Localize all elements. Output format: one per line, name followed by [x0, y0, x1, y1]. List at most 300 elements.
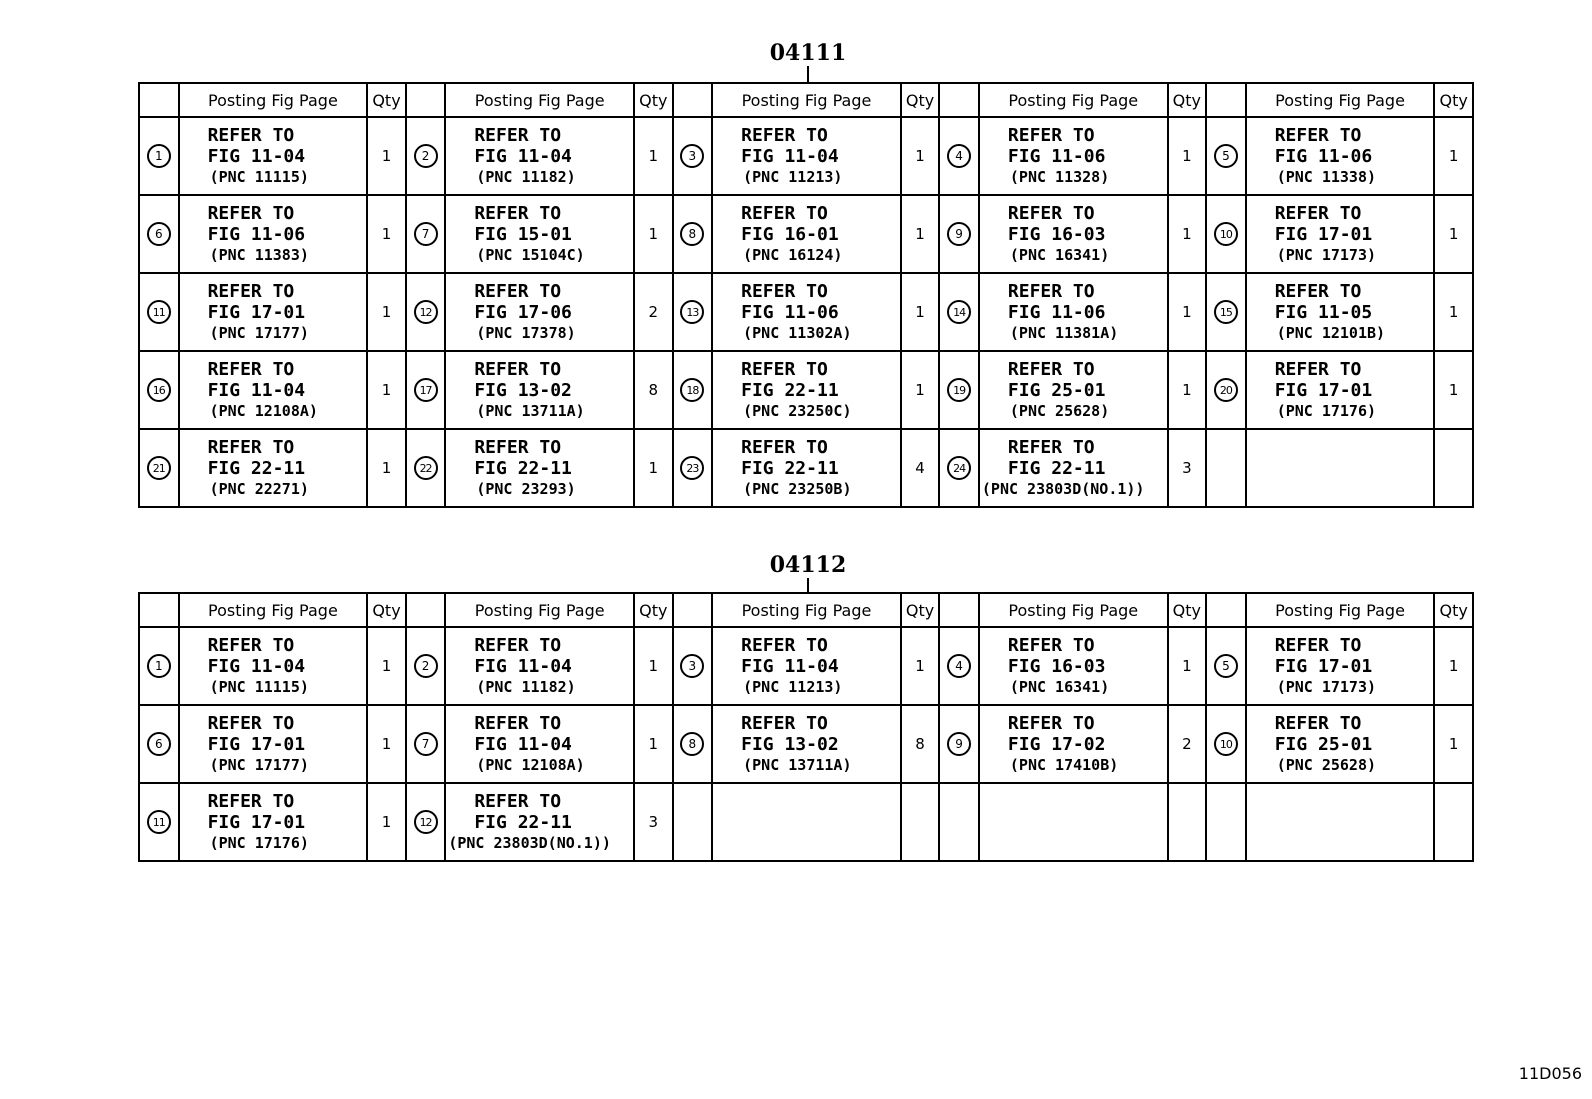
table-row [139, 429, 1473, 507]
ref-number-cell [673, 117, 713, 195]
table-row [139, 783, 1473, 861]
ref-number-circle: 5 [1214, 144, 1238, 168]
fig-link[interactable]: FIG 16-01 [741, 223, 839, 245]
fig-link[interactable]: FIG 17-02 [1007, 733, 1106, 755]
fig-link[interactable]: FIG 22-11 [741, 457, 839, 479]
figure-reference [713, 713, 900, 776]
figure-reference [713, 281, 900, 344]
pnc-text: (PNC 25628) [1009, 401, 1110, 420]
posting-fig-cell [445, 273, 634, 351]
qty-cell: 1 [367, 627, 406, 705]
ref-number-cell [406, 705, 446, 783]
refer-to-text: REFER TO [1274, 124, 1362, 146]
ref-number-cell [1206, 429, 1246, 507]
figure-reference [446, 125, 633, 188]
header-qty: Qty [1434, 593, 1473, 627]
figure-reference [446, 203, 633, 266]
ref-number-cell [673, 783, 713, 861]
refer-to-text: REFER TO [207, 436, 295, 458]
ref-number-cell [139, 627, 179, 705]
fig-link[interactable]: FIG 17-01 [1274, 379, 1373, 401]
figure-reference [1247, 281, 1434, 344]
pnc-text: (PNC 11115) [209, 677, 309, 696]
pnc-text: (PNC 11328) [1009, 167, 1110, 186]
header-num-cell [406, 83, 446, 117]
pnc-text: (PNC 11381A) [1009, 323, 1119, 342]
pnc-text: (PNC 13711A) [743, 755, 852, 774]
pnc-text: (PNC 11338) [1276, 167, 1377, 186]
pnc-text: (PNC 23293) [476, 479, 576, 498]
leader-line [807, 578, 809, 592]
table-row [139, 351, 1473, 429]
ref-number-circle: 20 [1214, 378, 1238, 402]
ref-number-circle: 11 [147, 810, 171, 834]
ref-number-cell [1206, 351, 1246, 429]
pnc-text: (PNC 17173) [1276, 245, 1377, 264]
ref-number-circle: 11 [147, 300, 171, 324]
figure-reference [1247, 125, 1434, 188]
pnc-text: (PNC 12101B) [1276, 323, 1386, 342]
ref-number-cell [673, 705, 713, 783]
qty-cell: 2 [634, 273, 673, 351]
parts-table-04111 [138, 82, 1474, 508]
qty-cell: 3 [1168, 429, 1207, 507]
qty-cell: 1 [634, 117, 673, 195]
header-num-cell [673, 83, 713, 117]
qty-cell: 1 [1434, 627, 1473, 705]
pnc-text: (PNC 11302A) [743, 323, 852, 342]
figure-reference [713, 125, 900, 188]
pnc-text: (PNC 23250C) [743, 401, 852, 420]
posting-fig-cell [979, 117, 1168, 195]
figure-reference [446, 359, 633, 422]
figure-reference [180, 635, 367, 698]
posting-fig-cell [179, 429, 368, 507]
figure-reference [180, 203, 367, 266]
refer-to-text: REFER TO [207, 712, 295, 734]
qty-cell: 3 [634, 783, 673, 861]
figure-reference [980, 437, 1167, 500]
qty-cell: 1 [1168, 627, 1207, 705]
header-posting-fig-page: Posting Fig Page [712, 593, 901, 627]
group-label-04112: 04112 [769, 552, 847, 578]
header-qty: Qty [634, 593, 673, 627]
figure-reference [713, 635, 900, 698]
refer-to-text: REFER TO [1274, 202, 1362, 224]
posting-fig-cell [979, 705, 1168, 783]
posting-fig-cell [445, 351, 634, 429]
ref-number-circle: 7 [414, 732, 438, 756]
posting-fig-cell [179, 273, 368, 351]
fig-link[interactable]: FIG 22-11 [741, 379, 839, 401]
refer-to-text: REFER TO [1007, 436, 1095, 458]
pnc-text: (PNC 16341) [1009, 677, 1110, 696]
posting-fig-cell [445, 783, 634, 861]
ref-number-circle: 5 [1214, 654, 1238, 678]
qty-cell: 1 [634, 429, 673, 507]
posting-fig-cell [445, 195, 634, 273]
posting-fig-cell [979, 627, 1168, 705]
fig-link[interactable]: FIG 11-06 [207, 223, 306, 245]
ref-number-cell [673, 429, 713, 507]
refer-to-text: REFER TO [1007, 634, 1095, 656]
fig-link[interactable]: FIG 11-04 [474, 655, 572, 677]
refer-to-text: REFER TO [474, 202, 562, 224]
header-qty: Qty [901, 593, 940, 627]
qty-cell: 1 [1168, 117, 1207, 195]
refer-to-text: REFER TO [1007, 358, 1095, 380]
header-num-cell [673, 593, 713, 627]
header-qty: Qty [1168, 593, 1207, 627]
leader-line [807, 66, 809, 82]
header-num-cell [939, 83, 979, 117]
ref-number-cell [673, 351, 713, 429]
posting-fig-cell [1246, 273, 1435, 351]
ref-number-circle: 3 [680, 654, 704, 678]
pnc-text: (PNC 11115) [209, 167, 309, 186]
ref-number-circle: 8 [680, 732, 704, 756]
fig-link[interactable]: FIG 17-01 [1274, 223, 1373, 245]
qty-cell: 1 [1434, 351, 1473, 429]
ref-number-cell [939, 705, 979, 783]
pnc-text: (PNC 11213) [743, 167, 843, 186]
ref-number-circle: 24 [947, 456, 971, 480]
ref-number-circle: 10 [1214, 222, 1238, 246]
posting-fig-cell [979, 429, 1168, 507]
qty-cell: 1 [634, 627, 673, 705]
figure-reference [980, 125, 1167, 188]
ref-number-cell [673, 273, 713, 351]
refer-to-text: REFER TO [741, 280, 828, 302]
ref-number-circle: 4 [947, 144, 971, 168]
pnc-text: (PNC 16341) [1009, 245, 1110, 264]
ref-number-cell [406, 429, 446, 507]
fig-link[interactable]: FIG 11-04 [474, 733, 572, 755]
parts-table-04112 [138, 592, 1474, 862]
qty-cell [1434, 783, 1473, 861]
ref-number-cell [939, 273, 979, 351]
ref-number-cell [939, 351, 979, 429]
figure-reference [446, 635, 633, 698]
header-num-cell [139, 83, 179, 117]
header-posting-fig-page: Posting Fig Page [179, 593, 368, 627]
figure-reference [1247, 203, 1434, 266]
ref-number-circle: 9 [947, 732, 971, 756]
ref-number-cell [139, 783, 179, 861]
ref-number-circle: 9 [947, 222, 971, 246]
ref-number-cell [139, 117, 179, 195]
posting-fig-cell [712, 117, 901, 195]
refer-to-text: REFER TO [474, 790, 562, 812]
posting-fig-cell [1246, 195, 1435, 273]
qty-cell: 1 [1168, 195, 1207, 273]
header-qty: Qty [367, 593, 406, 627]
refer-to-text: REFER TO [741, 202, 828, 224]
pnc-text: (PNC 17177) [209, 323, 309, 342]
header-row [139, 83, 1473, 117]
ref-number-circle: 19 [947, 378, 971, 402]
pnc-text: (PNC 11383) [209, 245, 309, 264]
figure-reference [1247, 359, 1434, 422]
qty-cell: 1 [901, 627, 940, 705]
pnc-text: (PNC 11182) [476, 167, 576, 186]
ref-number-cell [1206, 273, 1246, 351]
ref-number-circle: 22 [414, 456, 438, 480]
table-row [139, 195, 1473, 273]
posting-fig-cell [179, 351, 368, 429]
ref-number-cell [406, 117, 446, 195]
posting-fig-cell [712, 273, 901, 351]
ref-number-cell [406, 273, 446, 351]
qty-cell: 1 [367, 117, 406, 195]
refer-to-text: REFER TO [741, 712, 828, 734]
pnc-text: (PNC 12108A) [209, 401, 318, 420]
pnc-text: (PNC 11182) [476, 677, 576, 696]
fig-link[interactable]: FIG 11-04 [741, 655, 839, 677]
posting-fig-cell [979, 273, 1168, 351]
posting-fig-cell [1246, 117, 1435, 195]
table-row [139, 273, 1473, 351]
header-posting-fig-page: Posting Fig Page [179, 83, 368, 117]
header-qty: Qty [367, 83, 406, 117]
fig-link[interactable]: FIG 22-11 [207, 457, 306, 479]
fig-link[interactable]: FIG 16-03 [1007, 655, 1106, 677]
ref-number-cell [673, 195, 713, 273]
ref-number-circle: 4 [947, 654, 971, 678]
pnc-text: (PNC 13711A) [476, 401, 585, 420]
ref-number-circle: 15 [1214, 300, 1238, 324]
pnc-text: (PNC 23250B) [743, 479, 852, 498]
header-posting-fig-page: Posting Fig Page [979, 83, 1168, 117]
figure-reference [980, 359, 1167, 422]
ref-number-circle: 10 [1214, 732, 1238, 756]
ref-number-circle: 17 [414, 378, 438, 402]
figure-reference [180, 713, 367, 776]
header-row [139, 593, 1473, 627]
qty-cell [1168, 783, 1207, 861]
fig-link[interactable]: FIG 22-11 [1007, 457, 1106, 479]
header-posting-fig-page: Posting Fig Page [445, 83, 634, 117]
fig-link[interactable]: FIG 15-01 [474, 223, 572, 245]
posting-fig-cell [979, 195, 1168, 273]
refer-to-text: REFER TO [741, 358, 828, 380]
posting-fig-cell [1246, 705, 1435, 783]
qty-cell: 1 [901, 195, 940, 273]
header-posting-fig-page: Posting Fig Page [1246, 593, 1435, 627]
pnc-text: (PNC 22271) [209, 479, 309, 498]
ref-number-circle: 12 [414, 810, 438, 834]
fig-link[interactable]: FIG 13-02 [741, 733, 839, 755]
fig-link[interactable]: FIG 11-04 [741, 145, 839, 167]
ref-number-cell [139, 705, 179, 783]
header-posting-fig-page: Posting Fig Page [445, 593, 634, 627]
refer-to-text: REFER TO [207, 358, 295, 380]
ref-number-circle: 18 [680, 378, 704, 402]
fig-link[interactable]: FIG 11-05 [1274, 301, 1373, 323]
fig-link[interactable]: FIG 11-04 [207, 379, 306, 401]
fig-link[interactable]: FIG 11-06 [1007, 301, 1106, 323]
qty-cell: 1 [901, 117, 940, 195]
fig-link[interactable]: FIG 25-01 [1274, 733, 1373, 755]
qty-cell: 2 [1168, 705, 1207, 783]
fig-link[interactable]: FIG 11-06 [1274, 145, 1373, 167]
ref-number-circle: 1 [147, 144, 171, 168]
posting-fig-cell [179, 117, 368, 195]
fig-link[interactable]: FIG 11-06 [741, 301, 839, 323]
figure-reference [180, 791, 367, 854]
figure-reference [713, 359, 900, 422]
figure-reference [446, 437, 633, 500]
ref-number-cell [1206, 627, 1246, 705]
refer-to-text: REFER TO [1007, 280, 1095, 302]
qty-cell: 1 [634, 705, 673, 783]
refer-to-text: REFER TO [1274, 358, 1362, 380]
figure-reference [980, 203, 1167, 266]
ref-number-cell [939, 195, 979, 273]
ref-number-circle: 16 [147, 378, 171, 402]
figure-reference [446, 281, 633, 344]
ref-number-circle: 2 [414, 654, 438, 678]
qty-cell [901, 783, 940, 861]
qty-cell: 1 [901, 273, 940, 351]
figure-reference [180, 281, 367, 344]
figure-reference [713, 437, 900, 500]
header-num-cell [1206, 83, 1246, 117]
ref-number-circle: 21 [147, 456, 171, 480]
refer-to-text: REFER TO [474, 712, 562, 734]
qty-cell: 1 [367, 195, 406, 273]
qty-cell: 8 [634, 351, 673, 429]
ref-number-circle: 3 [680, 144, 704, 168]
posting-fig-cell [445, 705, 634, 783]
table-row [139, 627, 1473, 705]
fig-link[interactable]: FIG 17-01 [207, 733, 306, 755]
posting-fig-cell [179, 195, 368, 273]
header-posting-fig-page: Posting Fig Page [979, 593, 1168, 627]
posting-fig-cell [1246, 429, 1435, 507]
pnc-text: (PNC 12108A) [476, 755, 585, 774]
posting-fig-cell [179, 705, 368, 783]
refer-to-text: REFER TO [207, 634, 295, 656]
refer-to-text: REFER TO [474, 436, 562, 458]
qty-cell: 1 [367, 429, 406, 507]
refer-to-text: REFER TO [1274, 634, 1362, 656]
qty-cell: 1 [901, 351, 940, 429]
fig-link[interactable]: FIG 13-02 [474, 379, 572, 401]
posting-fig-cell [712, 195, 901, 273]
ref-number-circle: 1 [147, 654, 171, 678]
ref-number-circle: 12 [414, 300, 438, 324]
refer-to-text: REFER TO [1007, 202, 1095, 224]
refer-to-text: REFER TO [207, 202, 295, 224]
fig-link[interactable]: FIG 25-01 [1007, 379, 1106, 401]
figure-reference [180, 437, 367, 500]
fig-link[interactable]: FIG 11-04 [207, 145, 306, 167]
posting-fig-cell [1246, 783, 1435, 861]
ref-number-cell [139, 429, 179, 507]
ref-number-cell [406, 627, 446, 705]
ref-number-cell [406, 783, 446, 861]
fig-link[interactable]: FIG 11-06 [1007, 145, 1106, 167]
fig-link[interactable]: FIG 17-01 [1274, 655, 1373, 677]
ref-number-cell [1206, 195, 1246, 273]
posting-fig-cell [712, 705, 901, 783]
qty-cell: 1 [1168, 351, 1207, 429]
posting-fig-cell [1246, 351, 1435, 429]
refer-to-text: REFER TO [741, 124, 828, 146]
pnc-text: (PNC 17176) [1276, 401, 1377, 420]
header-qty: Qty [901, 83, 940, 117]
refer-to-text: REFER TO [1007, 124, 1095, 146]
refer-to-text: REFER TO [741, 436, 828, 458]
qty-cell: 1 [1434, 273, 1473, 351]
qty-cell: 1 [1434, 195, 1473, 273]
fig-link[interactable]: FIG 22-11 [474, 811, 572, 833]
table-row [139, 117, 1473, 195]
refer-to-text: REFER TO [207, 124, 295, 146]
posting-fig-cell [445, 429, 634, 507]
refer-to-text: REFER TO [741, 634, 828, 656]
header-qty: Qty [1168, 83, 1207, 117]
ref-number-cell [406, 195, 446, 273]
ref-number-circle: 6 [147, 732, 171, 756]
figure-reference [980, 713, 1167, 776]
qty-cell: 1 [367, 273, 406, 351]
fig-link[interactable]: FIG 17-01 [207, 301, 306, 323]
refer-to-text: REFER TO [1274, 280, 1362, 302]
qty-cell: 1 [634, 195, 673, 273]
header-num-cell [406, 593, 446, 627]
pnc-text: (PNC 17177) [209, 755, 309, 774]
ref-number-circle: 14 [947, 300, 971, 324]
pnc-text: (PNC 23803D(NO.1)) [448, 833, 611, 852]
pnc-text: (PNC 17410B) [1009, 755, 1119, 774]
fig-link[interactable]: FIG 11-04 [474, 145, 572, 167]
figure-reference [980, 281, 1167, 344]
qty-cell: 1 [367, 783, 406, 861]
refer-to-text: REFER TO [474, 280, 562, 302]
refer-to-text: REFER TO [1007, 712, 1095, 734]
refer-to-text: REFER TO [207, 790, 295, 812]
ref-number-cell [139, 195, 179, 273]
posting-fig-cell [445, 627, 634, 705]
group-label-04111: 04111 [769, 40, 847, 66]
pnc-text: (PNC 11213) [743, 677, 843, 696]
ref-number-circle: 13 [680, 300, 704, 324]
ref-number-circle: 8 [680, 222, 704, 246]
posting-fig-cell [712, 429, 901, 507]
posting-fig-cell [979, 783, 1168, 861]
ref-number-circle: 6 [147, 222, 171, 246]
fig-link[interactable]: FIG 22-11 [474, 457, 572, 479]
pnc-text: (PNC 17378) [476, 323, 576, 342]
pnc-text: (PNC 17176) [209, 833, 309, 852]
posting-fig-cell [179, 783, 368, 861]
figure-reference [180, 125, 367, 188]
fig-link[interactable]: FIG 11-04 [207, 655, 306, 677]
fig-link[interactable]: FIG 17-06 [474, 301, 572, 323]
fig-link[interactable]: FIG 17-01 [207, 811, 306, 833]
figure-reference [1247, 713, 1434, 776]
qty-cell: 4 [901, 429, 940, 507]
refer-to-text: REFER TO [474, 358, 562, 380]
posting-fig-cell [712, 351, 901, 429]
ref-number-cell [939, 627, 979, 705]
ref-number-cell [939, 117, 979, 195]
header-num-cell [939, 593, 979, 627]
fig-link[interactable]: FIG 16-03 [1007, 223, 1106, 245]
header-qty: Qty [1434, 83, 1473, 117]
